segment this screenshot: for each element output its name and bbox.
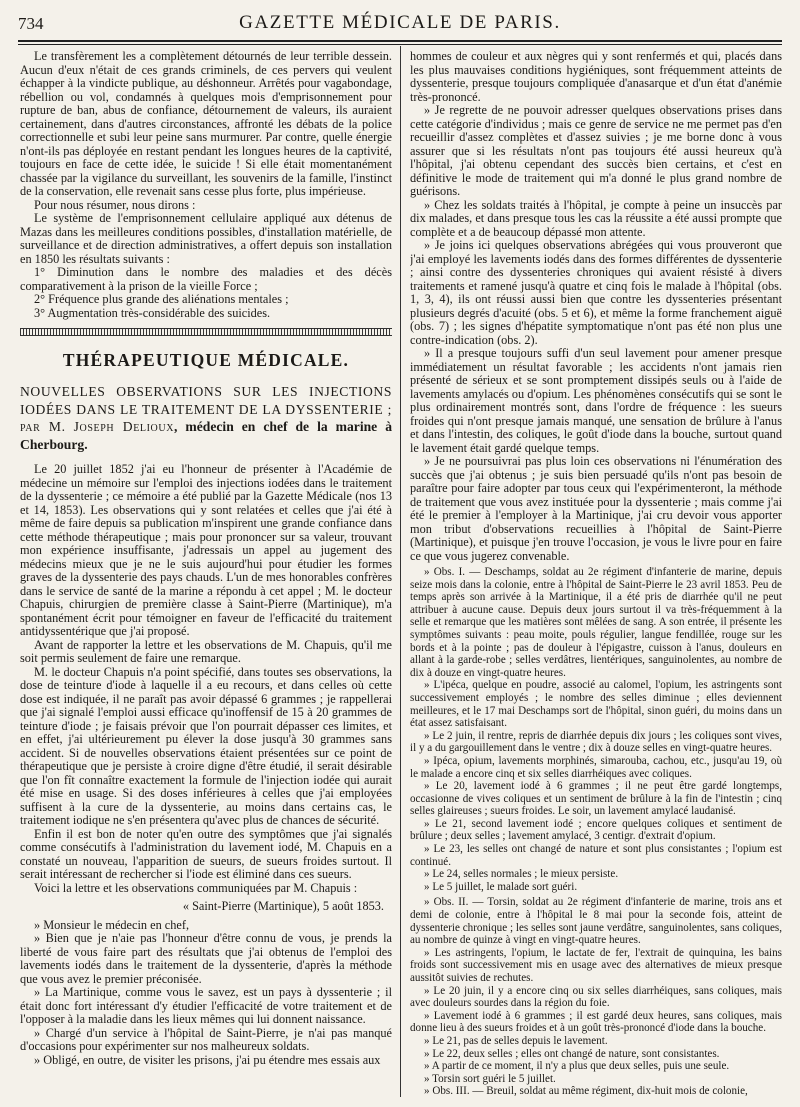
letter-paragraph: hommes de couleur et aux nègres qui y sont renfermés et qui, placés dans les plus mauvaises conditions hygiéniques, sont fréquemment atteints de dyssenterie, presque toujours compliquée d'anasarque et d'un état d'anémie très-prononcé.	[410, 50, 782, 104]
right-column	[410, 50, 782, 1099]
section-separator	[20, 328, 392, 336]
observation-paragraph: » Le 23, les selles ont changé de nature et sont plus consistantes ; l'opium est continué.	[410, 843, 782, 868]
paragraph: M. le docteur Chapuis n'a point spécifié, dans toutes ses observations, la dose de teinture d'iode à laquelle il a eu recours, et dans celles où cette dose est indiquée, il ne paraît pas avoir dépassé 6 grammes ; je rappellerai que j'ai signalé l'emploi aussi efficace qu'inoffensif de 15 à 20 grammes de teinture d'iode ; je faisais prévoir que l'on pourrait dépasser ces limites, et en effet, j'ai ultérieurement pu élever la dose jusqu'à 30 grammes sans accident. Si de nouvelles observations étaient présentées sur ce point de thérapeutique que je persiste à croire digne d'être étudié, il serait désirable que l'on fît connaître exactement la formule de l'injection iodée qui aurait été mise en usage. Si des doses inférieures à celles que j'ai employées suffisent à la cure de la dyssenterie, au moins dans certains cas, le traitement iodique ne s'en présentera qu'avec plus de chances de sécurité.	[20, 664, 392, 827]
observation-paragraph: » Obs. II. — Torsin, soldat au 2e régiment d'infanterie de marine, trois ans et demi de colonie, entre à l'hôpital le 8 mai pour la seconde fois, atteint de dyssenterie chronique ; les selles sont jaune verdâtre, sanguinolentes, sans coliques, au nombre de quinze à vingt en vingt-quatre heures.	[410, 896, 782, 947]
section-heading: THÉRAPEUTIQUE MÉDICALE.	[62, 350, 350, 370]
conclusion-item: 1° Diminution dans le nombre des maladies et des décès comparativement à la prison de la vieille Force ;	[20, 265, 392, 293]
observation-paragraph: » Le 20 juin, il y a encore cinq ou six selles diarrhéiques, sans coliques, mais avec douleurs sourdes dans la région du foie.	[410, 984, 782, 1010]
letter-paragraph: » Je joins ici quelques observations abrégées qui vous prouveront que j'ai employé les lavements iodés dans des formes différentes de dyssenterie ; ainsi contre des dyssenteries chroniques qui avaient résisté à divers traitements et ramené jusqu'à quatre et cinq fois le malade à l'hôpital (obs. 1, 3, 4), ils ont réussi aussi bien que contre les dyssenteries présentant plusieurs degrés d'acuité (obs. 5 et 6), et même la forme franchement aiguë (obs. 7) ; les signes d'hépatite symptomatique n'ont pas été non plus une contre-indication (obs. 2).	[410, 238, 782, 347]
observation-paragraph: » Torsin sort guéri le 5 juillet.	[424, 1072, 556, 1085]
column-divider	[400, 46, 401, 1097]
page-number: 734	[18, 14, 44, 33]
header-rule	[18, 40, 782, 42]
observation-paragraph: » Le 21, second lavement iodé ; encore quelques coliques et sentiment de brûlure ; deux selles ; lavement amylacé, 3 centigr. d'extrait d'opium.	[410, 817, 782, 843]
observation-paragraph: » Les astringents, l'opium, le lactate de fer, l'extrait de quinquina, les bains froids sont successivement mis en usage avec des alternatives de mieux presque aussitôt suivies de rechutes.	[410, 946, 782, 984]
paragraph: Le système de l'emprisonnement cellulaire appliqué aux détenus de Mazas dans les meilleures conditions possibles, d'installation matérielle, de surveillance et de direction administratives, a offert depuis son installation en 1850 les résultats suivants :	[20, 211, 392, 266]
left-column	[20, 50, 392, 1099]
article-title	[20, 383, 392, 453]
observation-paragraph: » Le 20, lavement iodé à 6 grammes ; il ne peut être gardé longtemps, occasionne de vives coliques et un sentiment de brûlure à la fin de l'intestin ; cinq selles glaireuses ; sueurs froides. Le soir, un lavement amylacé laudanisé.	[410, 780, 782, 818]
letter-paragraph: » Je regrette de ne pouvoir adresser quelques observations prises dans cette catégorie d'individus ; mais ce genre de service ne me permet pas d'en recueillir d'assez complètes et d'assez suivies ; je me borne donc à vous assurer que si les résultats n'ont pas toujours été aussi heureux qu'à l'hôpital, j'ai obtenu cependant des succès bien certains, et c'est en définitive le mode de traitement qui m'a donné le plus grand nombre de guérisons.	[410, 103, 782, 198]
paragraph: Enfin il est bon de noter qu'en outre des symptômes que j'ai signalés comme consécutifs à l'administration du lavement iodé, M. Chapuis en a constaté un nouveau, l'apparition de sueurs, de sueurs froides surtout. Il serait intéressant de rechercher si l'iode est éliminé dans ces sueurs.	[20, 826, 392, 881]
letter-paragraph: » Chez les soldats traités à l'hôpital, je compte à peine un insuccès par dix malades, et dans presque tous les cas la réussite a été aussi prompte que complète et a de beaucoup dépassé mon attente.	[410, 197, 782, 239]
page-header	[18, 10, 782, 40]
observation-paragraph: » Le 5 juillet, le malade sort guéri.	[424, 880, 578, 893]
paragraph: Voici la lettre et les observations communiquées par M. Chapuis :	[34, 880, 358, 895]
paragraph: Le 20 juillet 1852 j'ai eu l'honneur de présenter à l'Académie de médecine un mémoire sur l'emploi des injections iodées dans le traitement de la dyssenterie ; ce mémoire a été publié par la Gazette Médicale (nos 13 et 14, 1853). Les observations qui y sont relatées et celles que j'ai été à même de faire depuis sa publication m'inspirent une grande confiance dans cette méthode thérapeutique ; mais pour prononcer sur sa valeur, trouvant mon expérience insuffisante, j'adressais un appel au jugement des médecins mieux que je ne le suis aujourd'hui pour étudier les formes graves de la dyssenterie des pays chauds. L'un de mes honorables confrères dans le service de santé de la marine a répondu à cet appel ; M. le docteur Chapuis, chirurgien de première classe à Saint-Pierre (Martinique), m'a spontanément écrit pour témoigner en faveur de l'efficacité du traitement antidyssentérique que j'ai proposé.	[20, 462, 392, 638]
article-author: Joseph Delioux	[73, 419, 175, 434]
letter-paragraph: » Obligé, en outre, de visiter les prisons, j'ai pu étendre mes essais aux	[34, 1052, 381, 1067]
observation-paragraph: » A partir de ce moment, il n'y a plus que deux selles, puis une seule.	[424, 1060, 730, 1073]
letter-dateline: « Saint-Pierre (Martinique), 5 août 1853.	[182, 899, 384, 913]
conclusion-item: 2° Fréquence plus grande des aliénations mentales ;	[34, 292, 289, 306]
letter-paragraph: » Bien que je n'aie pas l'honneur d'être connu de vous, je prends la liberté de vous faire part des résultats que j'ai obtenus de l'emploi des lavements iodés dans le traitement de la dyssenterie, d'après la méthode que vous avez le premier préconisée.	[20, 931, 392, 986]
letter-salutation: » Monsieur le médecin en chef,	[34, 917, 190, 932]
letter-paragraph: » Il a presque toujours suffi d'un seul lavement pour amener presque immédiatement un résultat favorable ; les accidents n'ont jamais rien présenté de sérieux et se sont promptement dissipés seuls ou à l'aide de lavements amylacés ou d'opium. Les phénomènes consécutifs qui se sont le plus ordinairement montrés sont, dans l'ordre de fréquence : les sueurs froides qui n'ont presque jamais manqué, une sensation de brûlure à l'anus et dans l'intestin, des coliques, le goût d'iode dans la bouche, surtout quand le lavement était gardé quelque temps.	[410, 346, 782, 455]
observation-paragraph: » Obs. I. — Deschamps, soldat au 2e régiment d'infanterie de marine, depuis seize mois dans la colonie, entre à l'hôpital de Saint-Pierre le 23 avril 1853. Peu de temps après son arrivée à la Martinique, il a été pris de diarrhée qu'il ne peut attribuer à aucune cause. Depuis deux jours surtout il va très-fréquemment à la selle et remarque que les matières sont mêlées de sang. A son entrée, il présente les symptômes suivants : peau moite, pouls régulier, langue fendillée, rouge sur les bords et à la pointe ; pas de douleur à l'épigastre, cuisson à l'anus, douleurs en allant à la garde-robe ; selles verdâtres, lientériques, sanguinolentes, au nombre de dix à douze en vingt-quatre heures.	[410, 566, 782, 679]
conclusion-item: 3° Augmentation très-considérable des suicides.	[34, 305, 271, 320]
letter-paragraph: » La Martinique, comme vous le savez, est un pays à dyssenterie ; il était donc fort intéressant d'y étudier l'efficacité de votre traitement et de l'opposer à la maladie dans les lieux mêmes qui lui donnent naissance.	[20, 985, 392, 1026]
observation-paragraph: » L'ipéca, quelque en poudre, associé au calomel, l'opium, les astringents sont successivement employés ; le nombre des selles diminue ; elles deviennent meilleures, et le 17 mai Deschamps sort de l'hôpital, sinon guéri, du moins dans un état assez satisfaisant.	[410, 679, 782, 730]
running-title: GAZETTE MÉDICALE DE PARIS.	[239, 12, 561, 33]
header-rule-thin	[18, 44, 782, 45]
observation-paragraph: » Obs. III. — Breuil, soldat au même régiment, dix-huit mois de colonie,	[424, 1085, 748, 1098]
observation-paragraph: » Le 2 juin, il rentre, repris de diarrhée depuis dix jours ; les coliques sont vives, il y a du gargouillement dans le ventre ; dix à douze selles en vingt-quatre heures.	[410, 729, 782, 755]
observation-paragraph: » Le 22, deux selles ; elles ont changé de nature, sont consistantes.	[424, 1047, 720, 1060]
paragraph: Avant de rapporter la lettre et les observations de M. Chapuis, qu'il me soit permis seulement de faire une remarque.	[20, 637, 392, 665]
observation-paragraph: » Ipéca, opium, lavements morphinés, simarouba, cachou, etc., jusqu'au 19, où le malade a encore cinq et six selles diarrhéiques avec coliques.	[410, 754, 782, 780]
letter-paragraph: » Chargé d'un service à l'hôpital de Saint-Pierre, je n'ai pas manqué d'occasions pour expérimenter sur nos malheureux soldats.	[20, 1025, 392, 1053]
paragraph: Le transfèrement les a complètement détournés de leur terrible dessein. Aucun d'eux n'était de ces grands criminels, de ces pervers qui veulent échapper à la vindicte publique, au déshonneur. Arrêtés pour vagabondage, rébellion ou vol, condamnés à quelques mois d'emprisonnement pour rupture de ban, abus de confiance, détournement de valeurs, ils auraient certainement, dans d'autres circonstances, affronté les débats de la police correctionnelle et subi leur peine sans murmurer. Par contre, quelle énergie n'ont-ils pas déployée en restant pendant les longues heures de la captivité, toujours en face de cette idée, le suicide ! Si elle était momentanément chassée par la vigilance du surveillant, les souvenirs de la famille, l'instinct de la conservation, elle revenait sans cesse plus forte, plus impérieuse.	[20, 50, 392, 198]
article-author-role: , médecin en chef de la marine à Cherbourg.	[20, 419, 392, 452]
observation-paragraph: » Lavement iodé à 6 grammes ; il est gardé deux heures, sans coliques, mais donne lieu à des sueurs froides et à un goût très-prononcé d'iode dans la bouche.	[410, 1009, 782, 1035]
paragraph: Pour nous résumer, nous dirons :	[34, 197, 196, 212]
letter-paragraph: » Je ne poursuivrai pas plus loin ces observations ni l'énumération des succès que j'ai obtenus ; je suis bien persuadé qu'ils n'ont pas besoin de paraître pour faire adopter par tous ceux qui l'expérimenteront, la méthode de traitement que vous avez instituée pour la dyssenterie ; mais comme j'ai été le premier à l'employer à la Martinique, j'ai cru devoir vous apporter mon tribut d'observations recueillies à l'hôpital de Saint-Pierre (Martinique), et puisque j'en trouve l'occasion, je vous le livre pour en faire ce que vous jugerez convenable.	[410, 454, 782, 563]
article-title-topic: NOUVELLES OBSERVATIONS SUR LES INJECTIONS IODÉES DANS LE TRAITEMENT DE LA DYSSENTERIE ; par M.	[20, 384, 392, 434]
observation-paragraph: » Le 24, selles normales ; le mieux persiste.	[424, 868, 619, 881]
observation-paragraph: » Le 21, pas de selles depuis le lavement.	[424, 1034, 608, 1047]
